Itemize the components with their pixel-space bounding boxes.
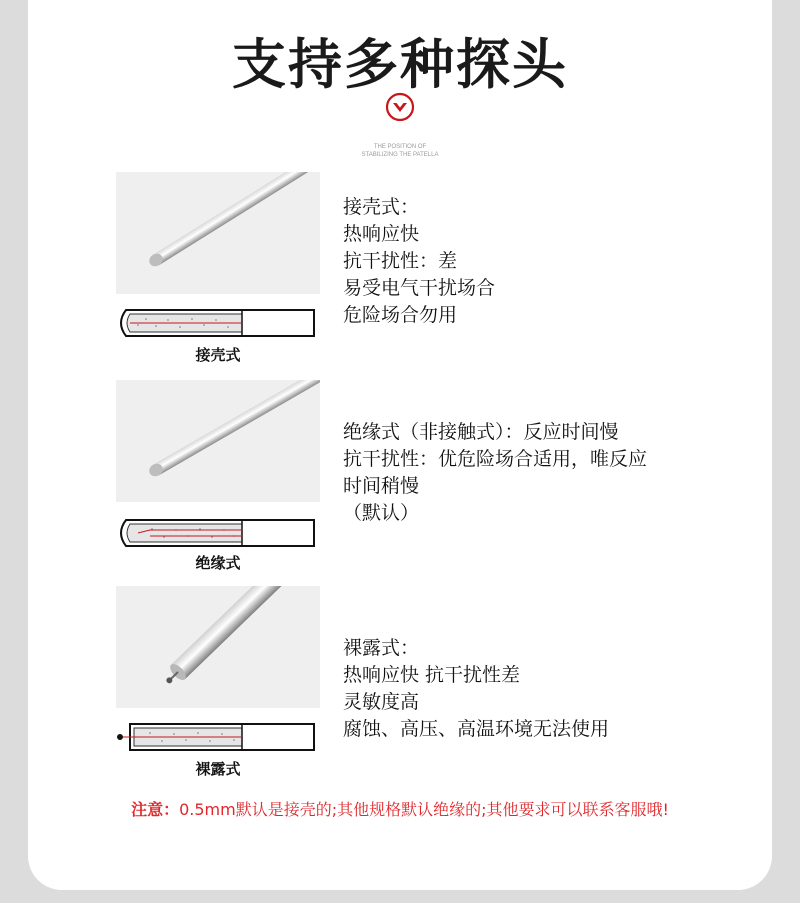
note-label: 注意： <box>131 800 180 819</box>
probe-photo <box>116 380 320 502</box>
desc-line: （默认） <box>343 502 420 524</box>
probe-photo <box>116 172 320 294</box>
probe-diagram <box>116 714 320 756</box>
note-text: 0.5mm默认是接壳的;其他规格默认绝缘的;其他要求可以联系客服哦! <box>179 800 669 819</box>
chevron-down-icon <box>385 92 415 122</box>
probe-caption: 接壳式 <box>195 346 241 364</box>
probe-description-exposed <box>343 635 609 743</box>
desc-line: 易受电气干扰场合 <box>343 277 496 299</box>
probe-caption: 绝缘式 <box>195 554 241 572</box>
desc-line: 灵敏度高 <box>343 691 420 713</box>
probe-description-insulated <box>343 419 647 527</box>
desc-line: 腐蚀、高压、高温环境无法使用 <box>343 718 610 740</box>
subtitle-line: THE POSITION OF <box>373 144 427 150</box>
desc-line: 抗干扰性：优危险场合适用，唯反应 <box>343 448 648 470</box>
probe-diagram <box>116 300 320 342</box>
desc-line: 绝缘式（非接触式）：反应时间慢 <box>343 421 619 443</box>
subtitle <box>330 143 470 159</box>
desc-line: 时间稍慢 <box>343 475 420 497</box>
page-title: 支持多种探头 <box>232 33 568 96</box>
probe-caption: 裸露式 <box>195 760 241 778</box>
subtitle-line: STABILIZING THE PATELLA <box>361 152 439 158</box>
note <box>0 797 800 820</box>
desc-line: 热响应快 <box>343 223 420 245</box>
probe-diagram <box>116 510 320 552</box>
desc-line: 抗干扰性：差 <box>343 250 458 272</box>
desc-line: 接壳式： <box>343 196 420 218</box>
probe-photo <box>116 586 320 708</box>
desc-line: 裸露式： <box>343 637 420 659</box>
desc-line: 危险场合勿用 <box>343 304 458 326</box>
probe-description-grounded <box>343 194 495 329</box>
desc-line: 热响应快 抗干扰性差 <box>343 664 521 686</box>
